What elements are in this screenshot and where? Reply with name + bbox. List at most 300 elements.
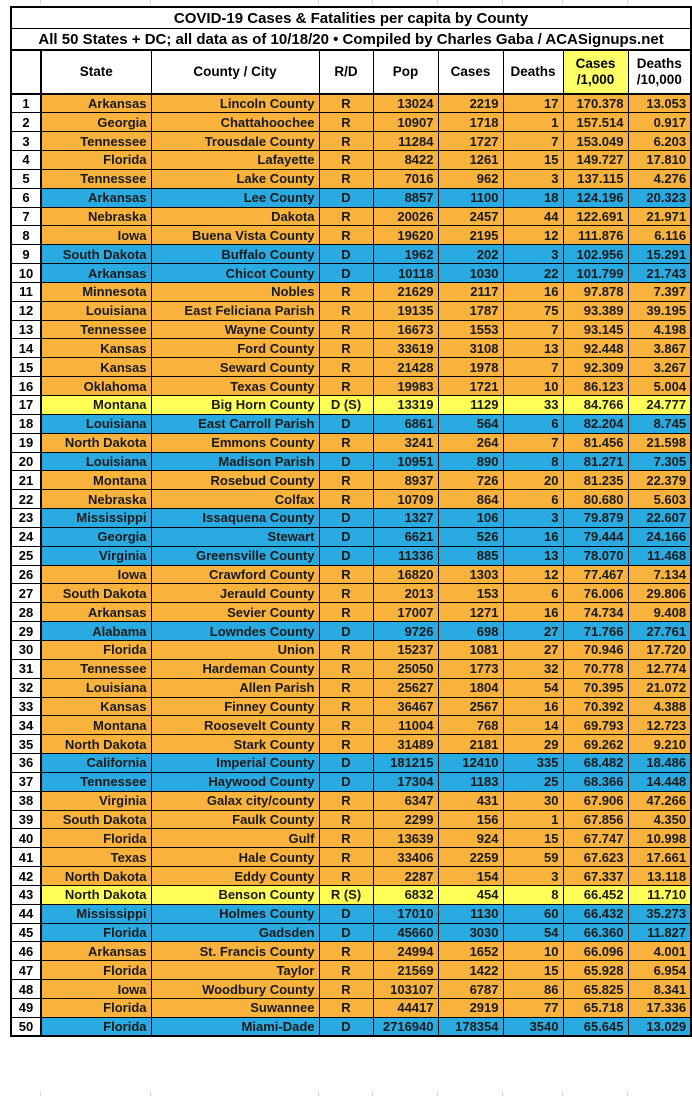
cell-cases: 153: [438, 584, 503, 603]
cell-state: Minnesota: [41, 282, 151, 301]
spreadsheet-gridline: [40, 0, 41, 5]
cell-county: Miami-Dade: [151, 1017, 319, 1036]
header-rank: [11, 50, 41, 94]
cell-cases: 768: [438, 716, 503, 735]
cell-deaths: 13: [503, 339, 563, 358]
cell-rd: R: [319, 433, 373, 452]
cell-county: Stark County: [151, 735, 319, 754]
cell-state: Louisiana: [41, 452, 151, 471]
cell-deaths-per-10000: 4.350: [628, 810, 691, 829]
cell-county: Eddy County: [151, 867, 319, 886]
table-row: [11, 169, 691, 188]
cell-deaths: 18: [503, 188, 563, 207]
table-row: [11, 264, 691, 283]
cell-pop: 103107: [373, 980, 438, 999]
cell-county: Suwannee: [151, 999, 319, 1018]
cell-cases-per-1000: 157.514: [563, 113, 628, 132]
cell-deaths-per-10000: 4.198: [628, 320, 691, 339]
cell-state: Nebraska: [41, 207, 151, 226]
header-state: State: [41, 50, 151, 94]
cell-pop: 1962: [373, 245, 438, 264]
cell-cases-per-1000: 67.337: [563, 867, 628, 886]
cell-rd: D: [319, 622, 373, 641]
header-cases: Cases: [438, 50, 503, 94]
cell-rank: 16: [11, 377, 41, 396]
cell-rd: D: [319, 904, 373, 923]
cell-rank: 41: [11, 848, 41, 867]
cell-state: Tennessee: [41, 169, 151, 188]
cell-pop: 44417: [373, 999, 438, 1018]
table-row: [11, 772, 691, 791]
table-row: [11, 358, 691, 377]
cell-rank: 7: [11, 207, 41, 226]
cell-rd: R: [319, 810, 373, 829]
table-row: [11, 433, 691, 452]
cell-cases-per-1000: 70.395: [563, 678, 628, 697]
cell-cases-per-1000: 68.366: [563, 772, 628, 791]
table-row: [11, 527, 691, 546]
cell-rank: 25: [11, 546, 41, 565]
cell-rd: D (S): [319, 396, 373, 415]
covid-county-table: [10, 6, 692, 1037]
cell-cases-per-1000: 66.360: [563, 923, 628, 942]
cell-state: South Dakota: [41, 810, 151, 829]
cell-rd: D: [319, 414, 373, 433]
cell-rd: R: [319, 151, 373, 170]
spreadsheet-gridline: [562, 0, 563, 5]
cell-rd: R: [319, 697, 373, 716]
cell-pop: 16673: [373, 320, 438, 339]
cell-pop: 19135: [373, 301, 438, 320]
cell-pop: 19620: [373, 226, 438, 245]
cell-county: Sevier County: [151, 603, 319, 622]
cell-rd: R: [319, 980, 373, 999]
cell-rank: 48: [11, 980, 41, 999]
cell-deaths: 27: [503, 640, 563, 659]
table-row: [11, 904, 691, 923]
cell-cases: 6787: [438, 980, 503, 999]
cell-rd: D: [319, 923, 373, 942]
cell-rank: 46: [11, 942, 41, 961]
cell-pop: 20026: [373, 207, 438, 226]
cell-deaths-per-10000: 24.166: [628, 527, 691, 546]
cell-state: North Dakota: [41, 433, 151, 452]
cell-cases: 890: [438, 452, 503, 471]
cell-pop: 25627: [373, 678, 438, 697]
table-row: [11, 113, 691, 132]
cell-cases-per-1000: 122.691: [563, 207, 628, 226]
spreadsheet-gridline: [437, 0, 438, 5]
subtitle-row: [11, 29, 691, 51]
cell-county: Big Horn County: [151, 396, 319, 415]
cell-rd: D: [319, 264, 373, 283]
header-county: County / City: [151, 50, 319, 94]
cell-rank: 18: [11, 414, 41, 433]
cell-cases-per-1000: 74.734: [563, 603, 628, 622]
cell-deaths-per-10000: 9.408: [628, 603, 691, 622]
table-row: [11, 94, 691, 113]
cell-pop: 13319: [373, 396, 438, 415]
cell-cases: 1652: [438, 942, 503, 961]
cell-deaths: 54: [503, 923, 563, 942]
cell-state: Virginia: [41, 546, 151, 565]
cell-county: Issaquena County: [151, 509, 319, 528]
cell-deaths: 32: [503, 659, 563, 678]
cell-state: North Dakota: [41, 867, 151, 886]
cell-rank: 27: [11, 584, 41, 603]
cell-county: Texas County: [151, 377, 319, 396]
table-subtitle: All 50 States + DC; all data as of 10/18/20 • Compiled by Charles Gaba / ACASignups.net: [11, 29, 691, 51]
cell-pop: 10709: [373, 490, 438, 509]
cell-deaths-per-10000: 13.029: [628, 1017, 691, 1036]
table-row: [11, 716, 691, 735]
cell-rank: 14: [11, 339, 41, 358]
cell-state: Kansas: [41, 697, 151, 716]
cell-state: Arkansas: [41, 94, 151, 113]
table-row: [11, 622, 691, 641]
cell-state: Louisiana: [41, 301, 151, 320]
cell-deaths: 8: [503, 885, 563, 904]
cell-cases: 2117: [438, 282, 503, 301]
cell-cases-per-1000: 153.049: [563, 132, 628, 151]
cell-cases: 1773: [438, 659, 503, 678]
cell-pop: 6832: [373, 885, 438, 904]
cell-pop: 17010: [373, 904, 438, 923]
cell-rd: D: [319, 1017, 373, 1036]
cell-rank: 39: [11, 810, 41, 829]
cell-county: Lincoln County: [151, 94, 319, 113]
cell-pop: 33406: [373, 848, 438, 867]
table-row: [11, 546, 691, 565]
cell-deaths: 10: [503, 942, 563, 961]
cell-cases-per-1000: 84.766: [563, 396, 628, 415]
spreadsheet-gridline: [627, 1091, 628, 1096]
cell-deaths-per-10000: 12.723: [628, 716, 691, 735]
cell-cases: 1129: [438, 396, 503, 415]
cell-rank: 4: [11, 151, 41, 170]
cell-county: East Feliciana Parish: [151, 301, 319, 320]
cell-cases-per-1000: 66.452: [563, 885, 628, 904]
cell-deaths-per-10000: 24.777: [628, 396, 691, 415]
cell-deaths: 8: [503, 452, 563, 471]
cell-state: Florida: [41, 961, 151, 980]
cell-deaths-per-10000: 10.998: [628, 829, 691, 848]
cell-county: Nobles: [151, 282, 319, 301]
cell-deaths-per-10000: 20.323: [628, 188, 691, 207]
cell-deaths-per-10000: 17.810: [628, 151, 691, 170]
cell-cases: 1553: [438, 320, 503, 339]
cell-cases-per-1000: 92.448: [563, 339, 628, 358]
cell-state: Iowa: [41, 565, 151, 584]
cell-rd: R: [319, 169, 373, 188]
cell-cases-per-1000: 69.793: [563, 716, 628, 735]
cell-deaths: 1: [503, 113, 563, 132]
cell-deaths-per-10000: 21.598: [628, 433, 691, 452]
cell-pop: 15237: [373, 640, 438, 659]
cell-rd: R: [319, 603, 373, 622]
cell-rank: 30: [11, 640, 41, 659]
cell-pop: 2716940: [373, 1017, 438, 1036]
cell-pop: 11284: [373, 132, 438, 151]
cell-pop: 181215: [373, 754, 438, 773]
cell-county: Haywood County: [151, 772, 319, 791]
cell-deaths: 7: [503, 358, 563, 377]
cell-rd: R: [319, 113, 373, 132]
header-cases-per-1000-line2: /1,000: [576, 72, 615, 87]
cell-county: Hardeman County: [151, 659, 319, 678]
cell-rank: 32: [11, 678, 41, 697]
cell-deaths-per-10000: 17.661: [628, 848, 691, 867]
table-row: [11, 961, 691, 980]
cell-cases: 156: [438, 810, 503, 829]
cell-rank: 33: [11, 697, 41, 716]
cell-cases-per-1000: 137.115: [563, 169, 628, 188]
cell-rd: D: [319, 452, 373, 471]
cell-cases: 431: [438, 791, 503, 810]
table-row: [11, 490, 691, 509]
cell-rd: D: [319, 245, 373, 264]
cell-rd: R: [319, 584, 373, 603]
spreadsheet-gridline: [437, 1091, 438, 1096]
cell-cases-per-1000: 93.389: [563, 301, 628, 320]
cell-deaths-per-10000: 4.388: [628, 697, 691, 716]
cell-state: Tennessee: [41, 320, 151, 339]
cell-rank: 28: [11, 603, 41, 622]
cell-cases-per-1000: 76.006: [563, 584, 628, 603]
cell-cases: 1718: [438, 113, 503, 132]
cell-deaths: 3: [503, 169, 563, 188]
cell-rd: R: [319, 678, 373, 697]
cell-county: Wayne County: [151, 320, 319, 339]
cell-rank: 10: [11, 264, 41, 283]
cell-deaths: 7: [503, 320, 563, 339]
cell-county: Buena Vista County: [151, 226, 319, 245]
table-row: [11, 678, 691, 697]
cell-cases: 1978: [438, 358, 503, 377]
cell-deaths: 17: [503, 94, 563, 113]
cell-cases: 1727: [438, 132, 503, 151]
cell-rd: R: [319, 320, 373, 339]
cell-state: Florida: [41, 923, 151, 942]
cell-rank: 19: [11, 433, 41, 452]
cell-rank: 35: [11, 735, 41, 754]
cell-state: Iowa: [41, 980, 151, 999]
cell-cases: 1183: [438, 772, 503, 791]
header-deaths-per-10000-line2: /10,000: [636, 72, 682, 87]
cell-pop: 24994: [373, 942, 438, 961]
cell-deaths: 7: [503, 132, 563, 151]
cell-deaths-per-10000: 3.867: [628, 339, 691, 358]
spreadsheet-gridline: [372, 1091, 373, 1096]
cell-cases: 1721: [438, 377, 503, 396]
cell-rd: R: [319, 207, 373, 226]
cell-deaths: 3: [503, 867, 563, 886]
cell-deaths: 6: [503, 414, 563, 433]
cell-rank: 9: [11, 245, 41, 264]
cell-state: Alabama: [41, 622, 151, 641]
cell-rd: R: [319, 735, 373, 754]
cell-rd: R: [319, 791, 373, 810]
cell-county: Hale County: [151, 848, 319, 867]
cell-pop: 13024: [373, 94, 438, 113]
cell-cases: 2567: [438, 697, 503, 716]
cell-state: South Dakota: [41, 584, 151, 603]
cell-deaths-per-10000: 6.203: [628, 132, 691, 151]
table-row: [11, 791, 691, 810]
cell-cases-per-1000: 82.204: [563, 414, 628, 433]
cell-deaths-per-10000: 7.134: [628, 565, 691, 584]
cell-state: Arkansas: [41, 188, 151, 207]
cell-county: Madison Parish: [151, 452, 319, 471]
cell-deaths: 12: [503, 226, 563, 245]
spreadsheet-gridline: [40, 1091, 41, 1096]
cell-cases-per-1000: 92.309: [563, 358, 628, 377]
header-deaths: Deaths: [503, 50, 563, 94]
cell-county: Trousdale County: [151, 132, 319, 151]
cell-state: Mississippi: [41, 904, 151, 923]
cell-pop: 36467: [373, 697, 438, 716]
cell-deaths-per-10000: 15.291: [628, 245, 691, 264]
cell-deaths-per-10000: 22.607: [628, 509, 691, 528]
cell-deaths: 12: [503, 565, 563, 584]
cell-state: Virginia: [41, 791, 151, 810]
spreadsheet-gridline: [318, 0, 319, 5]
cell-cases: 2457: [438, 207, 503, 226]
cell-state: Texas: [41, 848, 151, 867]
cell-cases: 154: [438, 867, 503, 886]
cell-rd: R (S): [319, 885, 373, 904]
cell-rank: 47: [11, 961, 41, 980]
cell-county: Greensville County: [151, 546, 319, 565]
cell-county: Imperial County: [151, 754, 319, 773]
cell-pop: 6621: [373, 527, 438, 546]
cell-state: Mississippi: [41, 509, 151, 528]
cell-rank: 5: [11, 169, 41, 188]
cell-deaths: 16: [503, 603, 563, 622]
cell-cases-per-1000: 67.906: [563, 791, 628, 810]
cell-rank: 31: [11, 659, 41, 678]
header-pop: Pop: [373, 50, 438, 94]
cell-rd: D: [319, 527, 373, 546]
cell-deaths-per-10000: 17.720: [628, 640, 691, 659]
cell-pop: 21629: [373, 282, 438, 301]
cell-deaths-per-10000: 6.116: [628, 226, 691, 245]
cell-county: Emmons County: [151, 433, 319, 452]
cell-deaths: 86: [503, 980, 563, 999]
spreadsheet-gridline: [150, 1091, 151, 1096]
cell-cases: 1130: [438, 904, 503, 923]
cell-pop: 2287: [373, 867, 438, 886]
cell-state: Georgia: [41, 113, 151, 132]
cell-cases: 106: [438, 509, 503, 528]
cell-cases: 1804: [438, 678, 503, 697]
cell-county: Finney County: [151, 697, 319, 716]
cell-cases-per-1000: 67.856: [563, 810, 628, 829]
cell-county: Seward County: [151, 358, 319, 377]
cell-deaths: 75: [503, 301, 563, 320]
cell-rd: R: [319, 659, 373, 678]
cell-rd: R: [319, 282, 373, 301]
cell-county: Benson County: [151, 885, 319, 904]
cell-cases-per-1000: 70.946: [563, 640, 628, 659]
cell-rank: 45: [11, 923, 41, 942]
cell-cases: 924: [438, 829, 503, 848]
cell-county: Rosebud County: [151, 471, 319, 490]
cell-rank: 49: [11, 999, 41, 1018]
cell-cases: 526: [438, 527, 503, 546]
cell-rd: R: [319, 716, 373, 735]
spreadsheet-gridline: [150, 0, 151, 5]
cell-pop: 21428: [373, 358, 438, 377]
spreadsheet-gridline: [372, 0, 373, 5]
cell-rd: R: [319, 640, 373, 659]
cell-county: Lafayette: [151, 151, 319, 170]
cell-rd: R: [319, 829, 373, 848]
cell-deaths: 25: [503, 772, 563, 791]
cell-county: Jerauld County: [151, 584, 319, 603]
cell-rd: R: [319, 961, 373, 980]
table-row: [11, 452, 691, 471]
cell-state: Florida: [41, 640, 151, 659]
cell-cases-per-1000: 102.956: [563, 245, 628, 264]
cell-rank: 42: [11, 867, 41, 886]
table-body: [11, 94, 691, 1036]
cell-rd: D: [319, 754, 373, 773]
table-row: [11, 339, 691, 358]
cell-rank: 20: [11, 452, 41, 471]
cell-rank: 50: [11, 1017, 41, 1036]
cell-county: Crawford County: [151, 565, 319, 584]
cell-rd: R: [319, 132, 373, 151]
cell-state: Tennessee: [41, 132, 151, 151]
header-deaths-per-10000-line1: Deaths: [636, 56, 682, 71]
cell-cases: 2219: [438, 94, 503, 113]
cell-rank: 43: [11, 885, 41, 904]
table-row: [11, 584, 691, 603]
cell-deaths-per-10000: 5.603: [628, 490, 691, 509]
cell-county: Roosevelt County: [151, 716, 319, 735]
column-header-row: [11, 50, 691, 94]
cell-deaths: 29: [503, 735, 563, 754]
cell-cases-per-1000: 101.799: [563, 264, 628, 283]
header-rd: R/D: [319, 50, 373, 94]
cell-pop: 10118: [373, 264, 438, 283]
cell-rd: R: [319, 471, 373, 490]
table-row: [11, 414, 691, 433]
cell-cases: 12410: [438, 754, 503, 773]
table-row: [11, 320, 691, 339]
table-row: [11, 640, 691, 659]
cell-state: Louisiana: [41, 414, 151, 433]
cell-deaths-per-10000: 17.336: [628, 999, 691, 1018]
cell-state: North Dakota: [41, 735, 151, 754]
table-row: [11, 245, 691, 264]
cell-deaths-per-10000: 13.118: [628, 867, 691, 886]
header-cases-per-1000: [563, 50, 628, 94]
cell-rd: R: [319, 301, 373, 320]
cell-deaths-per-10000: 12.774: [628, 659, 691, 678]
spreadsheet-gridline: [502, 0, 503, 5]
cell-cases-per-1000: 79.879: [563, 509, 628, 528]
cell-county: Taylor: [151, 961, 319, 980]
cell-cases: 2195: [438, 226, 503, 245]
cell-deaths-per-10000: 35.273: [628, 904, 691, 923]
cell-deaths: 77: [503, 999, 563, 1018]
table-row: [11, 282, 691, 301]
cell-pop: 1327: [373, 509, 438, 528]
table-row: [11, 565, 691, 584]
cell-deaths-per-10000: 21.971: [628, 207, 691, 226]
